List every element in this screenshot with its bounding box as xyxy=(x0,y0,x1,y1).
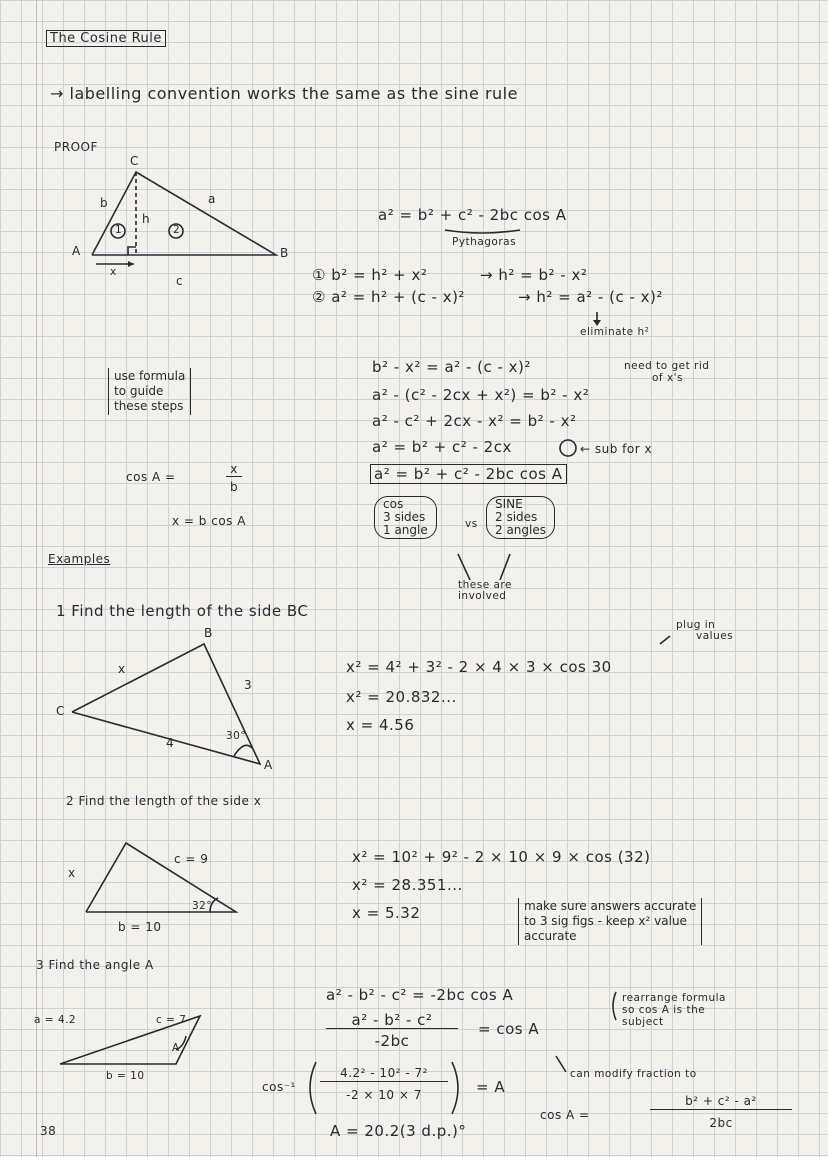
vs-label: vs xyxy=(465,518,478,530)
ex3-inverse-rhs: = A xyxy=(476,1078,506,1096)
accuracy-note-line-1: make sure answers accurate xyxy=(524,899,697,913)
formula-note xyxy=(108,368,191,415)
ex3-label-angle-a: A xyxy=(172,1042,180,1054)
sub-x-circle xyxy=(560,440,576,456)
ex2-line-2: x² = 28.351... xyxy=(352,876,463,894)
plugin-note-line-2: values xyxy=(696,630,734,642)
ex1-line-3: x = 4.56 xyxy=(346,716,415,734)
cos-bubble-title: cos xyxy=(383,497,404,511)
page-number: 38 xyxy=(40,1124,57,1138)
ex3-label-b: b = 10 xyxy=(106,1070,145,1082)
x-definition: x = b cos A xyxy=(172,514,246,528)
ex3-fraction-num: a² - b² - c² xyxy=(326,1012,458,1029)
cos-definition-den: b xyxy=(229,480,239,494)
plugin-arrow xyxy=(660,636,670,644)
cos-definition-lhs: cos A = xyxy=(126,470,176,484)
proof-heading: PROOF xyxy=(54,140,98,154)
modify-note: can modify fraction to xyxy=(570,1068,697,1080)
proof-label-side-b: b xyxy=(100,196,109,210)
ex1-line-2: x² = 20.832... xyxy=(346,688,457,706)
intro-text: → labelling convention works the same as the sine rule xyxy=(50,84,518,103)
accuracy-note-line-3: accurate xyxy=(524,929,577,943)
rearrange-note-line-2: so cos A is the xyxy=(622,1004,706,1016)
eliminate-note: eliminate h² xyxy=(580,326,650,338)
ex3-inverse-den: -2 × 10 × 7 xyxy=(346,1088,422,1102)
ex2-line-3: x = 5.32 xyxy=(352,904,421,922)
ex1-label-side3: 3 xyxy=(244,678,253,692)
involved-arrow-2 xyxy=(500,554,510,580)
formula-note-line-3: these steps xyxy=(114,399,184,413)
ex3-answer: A = 20.2(3 d.p.)° xyxy=(330,1122,467,1140)
ex3-left-paren xyxy=(310,1062,316,1114)
sine-bubble-angles: 2 angles xyxy=(495,523,546,537)
modify-arrow xyxy=(556,1056,566,1072)
involved-arrow-1 xyxy=(458,554,470,580)
pythagoras-brace xyxy=(445,230,520,233)
rearrange-brace xyxy=(613,992,616,1020)
ex3-inverse-prefix: cos⁻¹ xyxy=(262,1080,296,1094)
equation-2-text: a² = h² + (c - x)² xyxy=(331,288,465,306)
sine-bubble-title: SINE xyxy=(495,497,523,511)
equation-2: ② a² = h² + (c - x)² xyxy=(312,288,465,306)
ex3-label-c: c = 7 xyxy=(156,1014,187,1026)
modified-formula-lhs: cos A = xyxy=(540,1108,590,1122)
proof-triangle xyxy=(92,172,276,255)
ex1-angle-arc xyxy=(234,745,252,756)
cos-bubble-sides: 3 sides xyxy=(383,510,426,524)
proof-label-c-vertex: C xyxy=(130,154,139,168)
ex1-line-1: x² = 4² + 3² - 2 × 4 × 3 × cos 30 xyxy=(346,658,612,676)
need-rid-note-2: of x's xyxy=(652,372,684,384)
ex1-label-angle: 30° xyxy=(226,730,247,742)
ex2-label-c: c = 9 xyxy=(174,852,209,866)
equation-1-text: b² = h² + x² xyxy=(331,266,428,284)
plugin-note-line-1: plug in xyxy=(676,619,716,631)
involved-note-line-2: involved xyxy=(458,590,507,602)
x-arrow-head xyxy=(128,261,134,267)
ex2-prompt: 2 Find the length of the side x xyxy=(66,794,262,808)
ex2-label-angle: 32° xyxy=(192,900,213,912)
cos-bubble xyxy=(374,496,437,539)
rearrange-note-line-3: subject xyxy=(622,1016,664,1028)
involved-note xyxy=(458,580,512,602)
ex1-label-b: B xyxy=(204,626,213,640)
ex1-label-side4: 4 xyxy=(166,736,175,750)
ex3-inverse-num: 4.2² - 10² - 7² xyxy=(320,1066,448,1082)
accuracy-note-line-2: to 3 sig figs - keep x² value xyxy=(524,914,687,928)
ex1-label-c: C xyxy=(56,704,65,718)
modified-formula-num: b² + c² - a² xyxy=(650,1094,792,1110)
rearrange-note-line-1: rearrange formula xyxy=(622,992,726,1004)
examples-heading: Examples xyxy=(48,552,111,566)
equation-1-result: → h² = b² - x² xyxy=(480,266,588,284)
ex3-prompt: 3 Find the angle A xyxy=(36,958,154,972)
proof-label-b-vertex: B xyxy=(280,246,289,260)
main-equation: a² = b² + c² - 2bc cos A xyxy=(378,206,567,224)
region1-label: 1 xyxy=(115,224,123,236)
proof-step-4: a² = b² + c² - 2cx xyxy=(372,438,512,456)
ex2-line-1: x² = 10² + 9² - 2 × 10 × 9 × cos (32) xyxy=(352,848,651,866)
cos-bubble-angle: 1 angle xyxy=(383,523,428,537)
proof-label-height: h xyxy=(142,212,151,226)
sine-bubble xyxy=(486,496,555,539)
equation-1: ① b² = h² + x² xyxy=(312,266,428,284)
proof-step-3: a² - c² + 2cx - x² = b² - x² xyxy=(372,412,577,430)
proof-label-a-vertex: A xyxy=(72,244,81,258)
proof-label-x: x xyxy=(110,266,117,278)
ex3-right-paren xyxy=(452,1062,458,1114)
ex3-fraction-rhs: = cos A xyxy=(478,1020,540,1038)
ex2-label-b: b = 10 xyxy=(118,920,162,934)
formula-note-line-2: to guide xyxy=(114,384,164,398)
proof-step-1: b² - x² = a² - (c - x)² xyxy=(372,358,531,376)
formula-note-line-1: use formula xyxy=(114,369,186,383)
pythagoras-note: Pythagoras xyxy=(452,236,517,248)
proof-label-side-c: c xyxy=(176,274,184,288)
equation-2-result: → h² = a² - (c - x)² xyxy=(518,288,663,306)
plugin-note xyxy=(676,620,733,642)
accuracy-note xyxy=(518,898,702,945)
ex1-label-unknown: x xyxy=(118,662,126,676)
ex3-line-1: a² - b² - c² = -2bc cos A xyxy=(326,986,514,1004)
proof-final-formula: a² = b² + c² - 2bc cos A xyxy=(370,464,567,484)
ex3-fraction-den: -2bc xyxy=(374,1032,410,1050)
right-angle-mark xyxy=(128,247,136,255)
proof-label-side-a: a xyxy=(208,192,216,206)
rearrange-note xyxy=(622,992,726,1028)
intro-content: labelling convention works the same as the sine rule xyxy=(69,84,518,103)
need-rid-note-1: need to get rid xyxy=(624,360,710,372)
sine-bubble-sides: 2 sides xyxy=(495,510,538,524)
involved-note-line-1: these are xyxy=(458,579,512,591)
sub-note: ← sub for x xyxy=(580,442,653,456)
modified-formula-den: 2bc xyxy=(709,1116,733,1130)
ex1-prompt: 1 Find the length of the side BC xyxy=(56,602,309,620)
ex3-label-a: a = 4.2 xyxy=(34,1014,77,1026)
proof-step-2: a² - (c² - 2cx + x²) = b² - x² xyxy=(372,386,590,404)
cos-definition-num: x xyxy=(226,462,242,477)
ex2-label-unknown: x xyxy=(68,866,76,880)
ex1-label-a: A xyxy=(264,758,273,772)
region2-label: 2 xyxy=(173,224,181,236)
page-title: The Cosine Rule xyxy=(46,30,166,47)
